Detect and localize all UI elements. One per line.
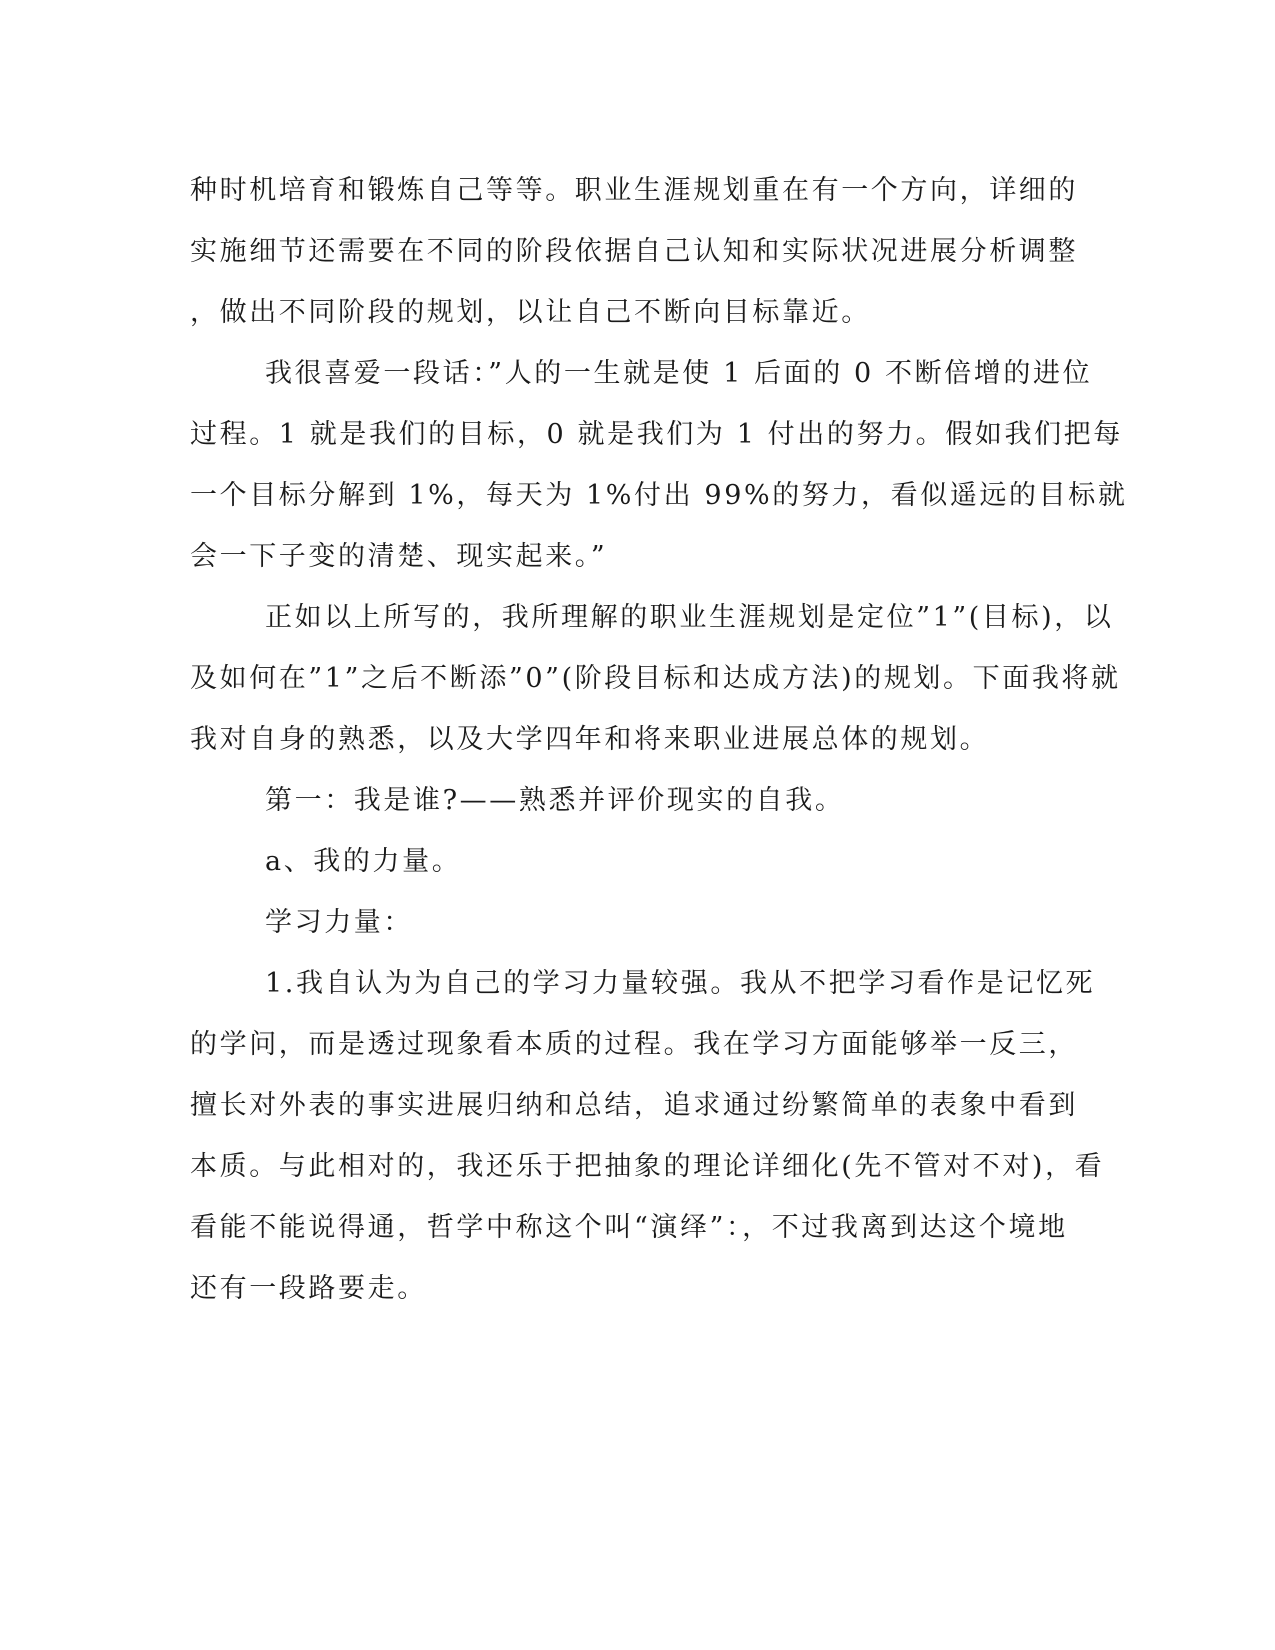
quote-paragraph-line-4: 会一下子变的清楚、现实起来。” [190,541,608,572]
point-paragraph-line-6: 还有一段路要走。 [190,1273,427,1304]
summary-paragraph-line-3: 我对自身的熟悉，以及大学四年和将来职业进展总体的规划。 [190,724,990,755]
section-heading: 第一：我是谁?——熟悉并评价现实的自我。 [265,785,845,816]
point-paragraph-line-5: 看能不能说得通，哲学中称这个叫“演绎”：，不过我离到达这个境地 [190,1212,1068,1243]
quote-paragraph-line-3: 一个目标分解到 1%，每天为 1%付出 99%的努力，看似遥远的目标就 [190,480,1128,511]
body-line-3: ，做出不同阶段的规划，以让自己不断向目标靠近。 [190,297,871,328]
summary-paragraph-line-2: 及如何在”1”之后不断添”0”(阶段目标和达成方法)的规划。下面我将就 [190,663,1121,694]
body-line-1: 种时机培育和锻炼自己等等。职业生涯规划重在有一个方向，详细的 [190,175,1078,206]
document-body [190,160,1128,1319]
point-paragraph-line-2: 的学问，而是透过现象看本质的过程。我在学习方面能够举一反三， [190,1029,1078,1060]
subsection-heading: a、我的力量。 [265,846,462,877]
point-paragraph-line-3: 擅长对外表的事实进展归纳和总结，追求通过纷繁简单的表象中看到 [190,1090,1078,1121]
topic-label: 学习力量： [265,907,413,938]
summary-paragraph-line-1: 正如以上所写的，我所理解的职业生涯规划是定位”1”(目标)，以 [265,602,1114,633]
quote-paragraph-line-1: 我很喜爱一段话：”人的一生就是使 1 后面的 0 不断倍增的进位 [265,358,1093,389]
point-paragraph-line-4: 本质。与此相对的，我还乐于把抽象的理论详细化(先不管对不对)，看 [190,1151,1105,1182]
quote-paragraph-line-2: 过程。1 就是我们的目标，0 就是我们为 1 付出的努力。假如我们把每 [190,419,1123,450]
body-line-2: 实施细节还需要在不同的阶段依据自己认知和实际状况进展分析调整 [190,236,1078,267]
point-paragraph-line-1: 1.我自认为为自己的学习力量较强。我从不把学习看作是记忆死 [265,968,1096,999]
